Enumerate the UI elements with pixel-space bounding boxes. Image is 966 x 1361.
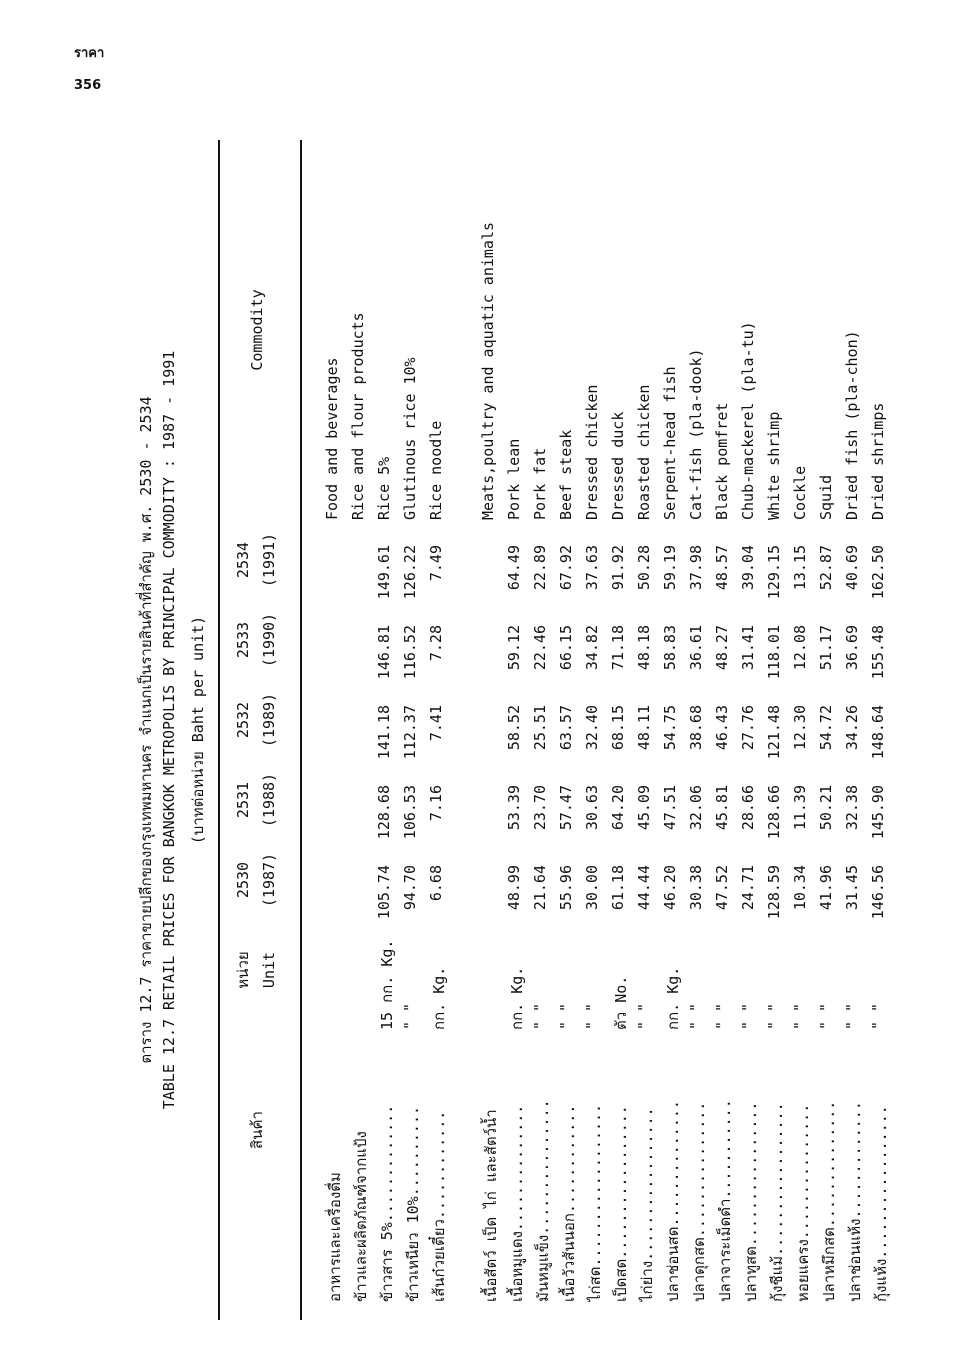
row-value-1990: 146.81 xyxy=(375,625,393,680)
row-value-1991: 50.28 xyxy=(635,545,653,591)
row-value-1990: 12.08 xyxy=(791,625,809,671)
row-value-1987: 46.20 xyxy=(661,865,679,911)
row-value-1991: 126.22 xyxy=(401,545,419,600)
row-value-1987: 146.56 xyxy=(869,865,887,920)
table-row xyxy=(632,140,658,1320)
row-english-commodity: Serpent-head fish xyxy=(661,366,679,520)
row-value-1988: 145.90 xyxy=(869,785,887,840)
row-unit: 15 กก. Kg. xyxy=(378,939,396,1030)
row-value-1988: 23.70 xyxy=(531,785,549,831)
row-unit: " " xyxy=(401,1002,419,1030)
header-unit xyxy=(230,920,282,1020)
row-value-1987: 41.96 xyxy=(817,865,835,911)
row-value-1989: 54.75 xyxy=(661,705,679,751)
row-value-1987: 44.44 xyxy=(635,865,653,911)
row-thai-commodity: ปลาช่อนแห้ง............. xyxy=(846,1101,864,1302)
row-value-1991: 91.92 xyxy=(609,545,627,591)
row-thai-commodity: ไก่สด.................. xyxy=(586,1103,604,1302)
page-section-label: ราคา xyxy=(74,46,105,61)
row-value-1988: 128.68 xyxy=(375,785,393,840)
row-value-1990: 66.15 xyxy=(557,625,575,671)
row-value-1989: 63.57 xyxy=(557,705,575,751)
table-row xyxy=(320,140,346,1320)
row-value-1989: 148.64 xyxy=(869,705,887,760)
row-value-1987: 30.38 xyxy=(687,865,705,911)
row-value-1989: 27.76 xyxy=(739,705,757,751)
row-english-commodity: Glutinous rice 10% xyxy=(401,357,419,520)
row-thai-commodity: ข้าวเหนียว 10%.......... xyxy=(404,1105,422,1302)
row-value-1991: 162.50 xyxy=(869,545,887,600)
row-unit: ตัว No. xyxy=(612,975,630,1030)
row-value-1987: 61.18 xyxy=(609,865,627,911)
row-value-1989: 34.26 xyxy=(843,705,861,751)
row-value-1990: 116.52 xyxy=(401,625,419,680)
row-value-1991: 129.15 xyxy=(765,545,783,600)
table-row xyxy=(840,140,866,1320)
row-english-commodity: Rice 5% xyxy=(375,456,393,520)
row-unit: กก. Kg. xyxy=(508,966,526,1030)
row-thai-commodity: เนื้อหมูแดง.............. xyxy=(508,1104,526,1302)
row-value-1991: 7.49 xyxy=(427,545,445,582)
rotated-table xyxy=(120,140,920,1320)
row-value-1991: 59.19 xyxy=(661,545,679,591)
row-value-1990: 34.82 xyxy=(583,625,601,671)
table-row xyxy=(580,140,606,1320)
row-value-1991: 149.61 xyxy=(375,545,393,600)
row-unit: " " xyxy=(739,1002,757,1030)
row-value-1988: 7.16 xyxy=(427,785,445,822)
row-value-1991: 39.04 xyxy=(739,545,757,591)
row-value-1990: 48.18 xyxy=(635,625,653,671)
row-value-1987: 55.96 xyxy=(557,865,575,911)
row-value-1988: 128.66 xyxy=(765,785,783,840)
year-thai: 2534 xyxy=(234,541,252,579)
row-value-1990: 71.18 xyxy=(609,625,627,671)
row-english-commodity: Roasted chicken xyxy=(635,384,653,520)
year-thai: 2530 xyxy=(234,861,252,899)
table-row xyxy=(866,140,892,1320)
header-year-1991 xyxy=(230,505,282,615)
row-value-1988: 53.39 xyxy=(505,785,523,831)
year-english: (1989) xyxy=(260,692,278,748)
row-value-1990: 7.28 xyxy=(427,625,445,662)
row-thai-commodity: ปลาดุกสด............... xyxy=(690,1101,708,1302)
table-title-english: TABLE 12.7 RETAIL PRICES FOR BANGKOK METROPOLIS BY PRINCIPAL COMMODITY : 1987 - 1991 xyxy=(160,350,178,1110)
row-english-commodity: Cockle xyxy=(791,465,809,520)
row-unit: " " xyxy=(557,1002,575,1030)
table-top-rule xyxy=(218,140,220,1320)
row-value-1988: 32.38 xyxy=(843,785,861,831)
row-value-1987: 6.68 xyxy=(427,865,445,902)
row-value-1988: 45.09 xyxy=(635,785,653,831)
year-english: (1990) xyxy=(260,612,278,668)
table-row xyxy=(528,140,554,1320)
row-value-1989: 32.40 xyxy=(583,705,601,751)
row-thai-commodity: หอยแครง............... xyxy=(794,1103,812,1302)
row-english-commodity: Dressed duck xyxy=(609,411,627,520)
row-value-1987: 47.52 xyxy=(713,865,731,911)
row-english-commodity: Pork fat xyxy=(531,447,549,520)
table-row xyxy=(710,140,736,1320)
row-value-1991: 52.87 xyxy=(817,545,835,591)
row-thai-commodity: อาหารและเครื่องดื่ม xyxy=(326,1172,344,1302)
row-unit: " " xyxy=(687,1002,705,1030)
row-english-commodity: Dressed chicken xyxy=(583,384,601,520)
row-value-1988: 30.63 xyxy=(583,785,601,831)
row-unit: " " xyxy=(817,1002,835,1030)
row-english-commodity: Dried shrimps xyxy=(869,402,887,520)
row-value-1989: 58.52 xyxy=(505,705,523,751)
row-value-1988: 106.53 xyxy=(401,785,419,840)
row-value-1987: 24.71 xyxy=(739,865,757,911)
table-row xyxy=(346,140,372,1320)
row-english-commodity: Dried fish (pla-chon) xyxy=(843,330,861,520)
row-thai-commodity: เนื้อวัวสันนอก............ xyxy=(560,1104,578,1302)
row-thai-commodity: ปลาหมึกสด.............. xyxy=(820,1100,838,1302)
row-value-1991: 48.57 xyxy=(713,545,731,591)
row-value-1988: 45.81 xyxy=(713,785,731,831)
row-thai-commodity: ปลาทูสด................ xyxy=(742,1101,760,1302)
row-thai-commodity: เนื้อสัตว์ เป็ด ไก่ และสัตว์น้ำ xyxy=(482,1109,500,1302)
row-english-commodity: Black pomfret xyxy=(713,402,731,520)
table-row xyxy=(372,140,398,1320)
row-english-commodity: White shrimp xyxy=(765,411,783,520)
row-value-1987: 31.45 xyxy=(843,865,861,911)
row-value-1991: 37.63 xyxy=(583,545,601,591)
row-thai-commodity: ข้าวและผลิตภัณฑ์จากแป้ง xyxy=(352,1131,370,1302)
row-value-1988: 11.39 xyxy=(791,785,809,831)
header-unit-thai: หน่วย xyxy=(234,951,252,989)
page-number: 356 xyxy=(74,78,102,93)
row-unit: " " xyxy=(635,1002,653,1030)
row-value-1989: 12.30 xyxy=(791,705,809,751)
row-value-1990: 31.41 xyxy=(739,625,757,671)
table-row xyxy=(554,140,580,1320)
year-thai: 2532 xyxy=(234,701,252,739)
table-row xyxy=(814,140,840,1320)
header-commodity: Commodity xyxy=(248,289,266,371)
table-row xyxy=(476,140,502,1320)
row-value-1990: 58.83 xyxy=(661,625,679,671)
table-row xyxy=(762,140,788,1320)
row-thai-commodity: ไก่ย่าง................. xyxy=(638,1107,656,1302)
row-value-1989: 121.48 xyxy=(765,705,783,760)
row-unit: " " xyxy=(843,1002,861,1030)
row-value-1991: 67.92 xyxy=(557,545,575,591)
row-value-1988: 64.20 xyxy=(609,785,627,831)
row-english-commodity: Squid xyxy=(817,474,835,520)
row-value-1989: 48.11 xyxy=(635,705,653,751)
table-row xyxy=(736,140,762,1320)
row-value-1991: 22.89 xyxy=(531,545,549,591)
row-unit: กก. Kg. xyxy=(430,966,448,1030)
row-value-1989: 141.18 xyxy=(375,705,393,760)
row-value-1987: 21.64 xyxy=(531,865,549,911)
row-unit: " " xyxy=(713,1002,731,1030)
year-thai: 2533 xyxy=(234,621,252,659)
year-thai: 2531 xyxy=(234,781,252,819)
row-english-commodity: Meats,poultry and aquatic animals xyxy=(479,221,497,520)
row-thai-commodity: เส้นก๋วยเตี๋ยว............ xyxy=(430,1110,448,1302)
row-value-1990: 155.48 xyxy=(869,625,887,680)
row-value-1989: 68.15 xyxy=(609,705,627,751)
table-row xyxy=(606,140,632,1320)
row-value-1987: 105.74 xyxy=(375,865,393,920)
row-value-1990: 36.61 xyxy=(687,625,705,671)
row-value-1991: 37.98 xyxy=(687,545,705,591)
row-value-1989: 54.72 xyxy=(817,705,835,751)
header-unit-english: Unit xyxy=(260,951,278,989)
row-thai-commodity: ข้าวสาร 5%............. xyxy=(378,1104,396,1302)
row-english-commodity: Rice noodle xyxy=(427,420,445,520)
row-value-1988: 28.66 xyxy=(739,785,757,831)
header-bottom-rule xyxy=(300,140,302,1320)
row-thai-commodity: ปลาช่อนสด.............. xyxy=(664,1100,682,1302)
row-thai-commodity: ปลาจาระเม็ดดำ........... xyxy=(716,1099,734,1302)
row-value-1989: 25.51 xyxy=(531,705,549,751)
row-value-1987: 30.00 xyxy=(583,865,601,911)
row-value-1988: 32.06 xyxy=(687,785,705,831)
table-row xyxy=(788,140,814,1320)
row-value-1990: 36.69 xyxy=(843,625,861,671)
row-value-1990: 48.27 xyxy=(713,625,731,671)
table-title-thai: ตาราง 12.7 ราคาขายปลีกของกรุงเทพมหานคร จำแนกเป็นรายสินค้าที่สำคัญ พ.ศ. 2530 - 2534 xyxy=(137,396,155,1064)
row-unit: กก. Kg. xyxy=(664,966,682,1030)
row-english-commodity: Food and beverages xyxy=(323,357,341,520)
row-value-1988: 50.21 xyxy=(817,785,835,831)
row-value-1990: 51.17 xyxy=(817,625,835,671)
row-value-1988: 57.47 xyxy=(557,785,575,831)
row-value-1989: 46.43 xyxy=(713,705,731,751)
table-row xyxy=(684,140,710,1320)
table-body xyxy=(320,140,892,1320)
row-value-1987: 128.59 xyxy=(765,865,783,920)
row-english-commodity: Chub-mackerel (pla-tu) xyxy=(739,321,757,520)
row-unit: " " xyxy=(765,1002,783,1030)
row-unit: " " xyxy=(791,1002,809,1030)
row-thai-commodity: กุ้งชีแม้................. xyxy=(768,1102,786,1302)
row-unit: " " xyxy=(531,1002,549,1030)
year-english: (1987) xyxy=(260,852,278,908)
row-value-1990: 118.01 xyxy=(765,625,783,680)
row-value-1991: 64.49 xyxy=(505,545,523,591)
row-value-1989: 38.68 xyxy=(687,705,705,751)
row-value-1987: 94.70 xyxy=(401,865,419,911)
year-english: (1988) xyxy=(260,772,278,828)
row-english-commodity: Cat-fish (pla-dook) xyxy=(687,348,705,520)
row-value-1988: 47.51 xyxy=(661,785,679,831)
table-row xyxy=(502,140,528,1320)
year-english: (1991) xyxy=(260,532,278,588)
row-value-1990: 59.12 xyxy=(505,625,523,671)
table-row xyxy=(398,140,424,1320)
row-thai-commodity: เป็ดสด................. xyxy=(612,1105,630,1302)
row-unit: " " xyxy=(583,1002,601,1030)
row-english-commodity: Pork lean xyxy=(505,438,523,520)
row-value-1989: 112.37 xyxy=(401,705,419,760)
row-value-1991: 13.15 xyxy=(791,545,809,591)
row-value-1989: 7.41 xyxy=(427,705,445,742)
table-row xyxy=(424,140,450,1320)
table-row xyxy=(450,140,476,1320)
row-english-commodity: Rice and flour products xyxy=(349,312,367,520)
row-unit: " " xyxy=(869,1002,887,1030)
row-thai-commodity: มันหมูแข็ง............... xyxy=(534,1099,552,1302)
row-value-1987: 48.99 xyxy=(505,865,523,911)
row-value-1987: 10.34 xyxy=(791,865,809,911)
header-thai-commodity: สินค้า xyxy=(248,1111,266,1149)
table-row xyxy=(658,140,684,1320)
row-value-1990: 22.46 xyxy=(531,625,549,671)
table-unit-note: (บาทต่อหน่วย Baht per unit) xyxy=(189,615,207,845)
row-thai-commodity: กุ้งแห้ง................. xyxy=(872,1105,890,1302)
row-value-1991: 40.69 xyxy=(843,545,861,591)
row-english-commodity: Beef steak xyxy=(557,429,575,520)
